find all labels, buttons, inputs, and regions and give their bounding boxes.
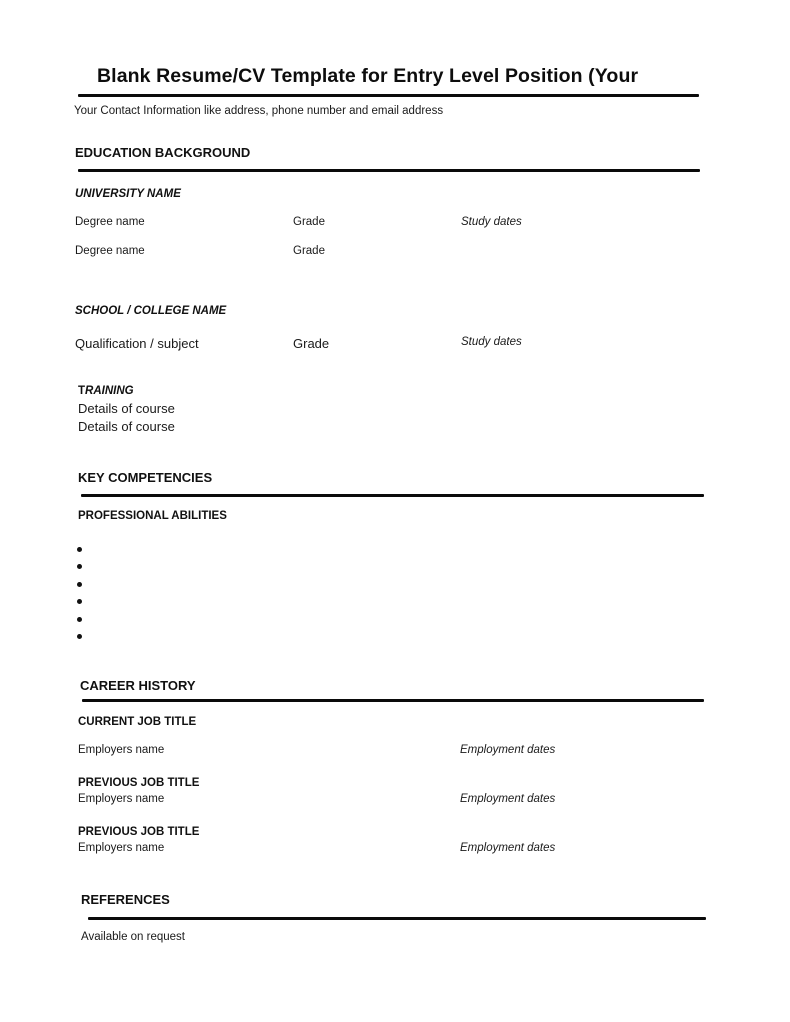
career-heading: CAREER HISTORY xyxy=(80,678,196,693)
education-divider xyxy=(78,169,700,172)
degree-name: Degree name xyxy=(75,245,145,257)
training-heading xyxy=(78,385,134,397)
employment-dates: Employment dates xyxy=(460,793,556,805)
bullet-point xyxy=(77,617,82,622)
degree-name: Degree name xyxy=(75,216,145,228)
employment-dates: Employment dates xyxy=(460,842,556,854)
job-title: CURRENT JOB TITLE xyxy=(78,716,197,728)
employment-dates: Employment dates xyxy=(460,744,556,756)
title-divider xyxy=(78,94,699,97)
employer-name: Employers name xyxy=(78,842,165,854)
training-item: Details of course xyxy=(78,419,175,434)
training-item: Details of course xyxy=(78,401,175,416)
bullet-point xyxy=(77,564,82,569)
degree-grade: Grade xyxy=(293,245,325,257)
competencies-divider xyxy=(81,494,704,497)
qualification-grade: Grade xyxy=(293,336,330,351)
employer-name: Employers name xyxy=(78,744,165,756)
training-heading-rest: RAINING xyxy=(85,385,134,397)
degree-grade: Grade xyxy=(293,216,325,228)
job-title: PREVIOUS JOB TITLE xyxy=(78,826,200,838)
study-dates: Study dates xyxy=(461,336,522,348)
training-heading-initial: T xyxy=(78,385,86,397)
document-title: Blank Resume/CV Template for Entry Level Position (Your xyxy=(97,65,639,87)
job-title: PREVIOUS JOB TITLE xyxy=(78,777,200,789)
professional-abilities-heading: PROFESSIONAL ABILITIES xyxy=(78,510,227,522)
bullet-point xyxy=(77,547,82,552)
career-divider xyxy=(82,699,704,702)
university-name: UNIVERSITY NAME xyxy=(75,188,181,200)
employer-name: Employers name xyxy=(78,793,165,805)
school-name: SCHOOL / COLLEGE NAME xyxy=(75,305,227,317)
competencies-heading: KEY COMPETENCIES xyxy=(78,470,213,485)
bullet-point xyxy=(77,582,82,587)
study-dates: Study dates xyxy=(461,216,522,228)
references-text: Available on request xyxy=(81,931,185,943)
bullet-point xyxy=(77,599,82,604)
references-heading: REFERENCES xyxy=(81,892,170,907)
contact-info: Your Contact Information like address, phone number and email address xyxy=(74,105,444,117)
references-divider xyxy=(88,917,706,920)
education-heading: EDUCATION BACKGROUND xyxy=(75,145,251,160)
bullet-point xyxy=(77,634,82,639)
qualification-subject: Qualification / subject xyxy=(75,336,199,351)
